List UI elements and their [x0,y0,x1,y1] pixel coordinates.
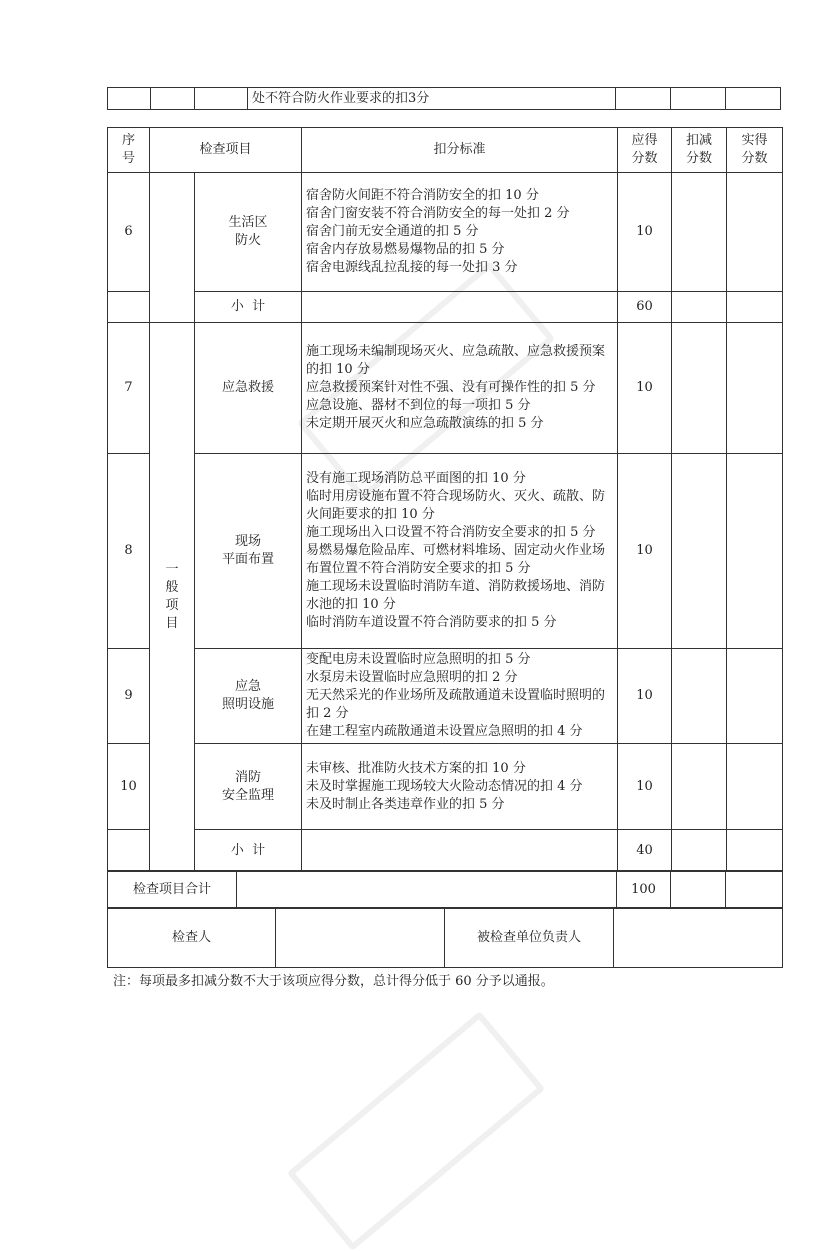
continuation-table [107,87,781,110]
row-item [195,173,302,292]
blank-cell [302,292,618,323]
criteria-line: 易燃易爆危险品库、可燃材料堆场、固定动火作业场布置位置不符合消防安全要求的扣 5 分 [306,543,606,576]
row-score: 10 [618,649,672,744]
actual-cell [727,323,783,454]
actual-cell [727,292,783,323]
row-item [195,454,302,649]
row-item-line: 平面布置 [222,552,275,567]
header-row [108,128,783,173]
criteria-line: 宿舍内存放易燃易爆物品的扣 5 分 [306,242,505,257]
row-seq: 8 [108,454,150,649]
criteria-line: 未及时制止各类违章作业的扣 5 分 [306,796,505,812]
header-seq [108,128,150,173]
header-deducted [672,128,727,173]
continuation-cell [151,88,195,110]
table-row [108,454,783,649]
subtotal-row [108,292,783,323]
header-actual-line: 实得 [741,133,768,148]
footnote: 注：每项最多扣减分数不大于该项应得分数，总计得分低于 60 分予以通报。 [113,974,554,989]
continuation-criteria: 处不符合防火作业要求的扣3分 [248,88,616,110]
criteria-line: 变配电房未设置临时应急照明的扣 5 分 [306,652,531,667]
criteria-line: 施工现场未设置临时消防车道、消防救援场地、消防水池的扣 10 分 [306,579,606,612]
blank-cell [108,830,150,872]
header-item: 检查项目 [150,128,302,173]
criteria-line: 水泵房未设置临时应急照明的扣 2 分 [306,670,518,685]
subtotal-row [108,830,783,872]
criteria-line: 宿舍电源线乱拉乱接的每一处扣 3 分 [306,260,518,275]
actual-cell [727,830,783,872]
row-item-line: 安全监理 [222,787,275,803]
group-char: 项 [165,598,179,613]
criteria-line: 未及时掌握施工现场较大火险动态情况的扣 4 分 [306,778,583,794]
row-item [195,649,302,744]
deducted-cell [672,744,727,830]
continuation-cell [108,88,151,110]
header-due-line: 分数 [631,151,658,166]
row-item-line: 消防 [235,769,262,785]
subtotal-label: 小 计 [195,830,302,872]
criteria-line: 宿舍门前无安全通道的扣 5 分 [306,224,479,239]
criteria-line: 临时用房设施布置不符合现场防火、灭火、疏散、防火间距要求的扣 10 分 [306,489,606,522]
table-row [108,173,783,292]
responsible-label: 被检查单位负责人 [445,908,614,968]
continuation-cell [726,88,781,110]
actual-cell [727,173,783,292]
blank-cell [237,871,617,909]
total-label: 检查项目合计 [108,871,237,909]
table-row [108,649,783,744]
continuation-cell [616,88,671,110]
criteria-line: 临时消防车道设置不符合消防要求的扣 5 分 [306,615,557,630]
row-item-line: 防火 [235,233,262,248]
header-seq-line: 号 [121,151,135,166]
table-row [108,744,783,830]
blank-cell [302,830,618,872]
criteria-line: 未审核、批准防火技术方案的扣 10 分 [306,760,526,776]
row-score: 10 [618,323,672,454]
deducted-cell [672,830,727,872]
group-char: 目 [165,616,179,631]
deducted-cell [672,454,727,649]
actual-cell [727,744,783,830]
criteria-line: 施工现场未编制现场灭火、应急疏散、应急救援预案的扣 10 分 [306,344,606,377]
row-seq: 6 [108,173,150,292]
signature-table [107,907,783,968]
row-item-line: 生活区 [228,215,268,230]
general-group-label [150,323,195,872]
row-item [195,744,302,830]
row-score: 10 [618,454,672,649]
row-score: 10 [618,744,672,830]
subtotal-label: 小 计 [195,292,302,323]
group-char: 般 [165,580,179,595]
header-due-line: 应得 [631,133,658,148]
watermark [287,1011,546,1251]
inspector-label: 检查人 [108,908,276,968]
total-table [107,870,783,909]
criteria-line: 应急设施、器材不到位的每一项扣 5 分 [306,398,531,413]
header-criteria: 扣分标准 [302,128,618,173]
header-actual-line: 分数 [741,151,768,166]
criteria-line: 施工现场出入口设置不符合消防安全要求的扣 5 分 [306,525,596,540]
header-seq-line: 序 [121,133,135,148]
actual-cell [726,871,783,909]
subtotal-value: 40 [618,830,672,872]
blank-cell [108,292,150,323]
criteria-line: 在建工程室内疏散通道未设置应急照明的扣 4 分 [306,724,583,739]
group-cell [150,173,195,323]
row-criteria [302,454,618,649]
row-item-line: 照明设施 [222,697,275,712]
row-criteria [302,173,618,292]
criteria-line: 没有施工现场消防总平面图的扣 10 分 [306,471,526,486]
row-seq: 7 [108,323,150,454]
responsible-signature-field[interactable] [614,908,783,968]
group-char: 一 [165,562,179,577]
row-criteria [302,649,618,744]
criteria-line: 无天然采光的作业场所及疏散通道未设置临时照明的扣 2 分 [306,688,606,721]
row-score: 10 [618,173,672,292]
deducted-cell [672,173,727,292]
subtotal-value: 60 [618,292,672,323]
row-item-line: 现场 [235,534,262,549]
row-item-line: 应急救援 [222,380,275,395]
deducted-cell [672,649,727,744]
row-seq: 10 [108,744,150,830]
actual-cell [727,454,783,649]
header-deducted-line: 分数 [686,151,713,166]
deducted-cell [672,292,727,323]
inspector-signature-field[interactable] [276,908,445,968]
table-row [108,323,783,454]
row-item-line: 应急 [235,679,262,694]
row-criteria [302,744,618,830]
actual-cell [727,649,783,744]
header-due [618,128,672,173]
continuation-cell [195,88,248,110]
continuation-cell [671,88,726,110]
row-seq: 9 [108,649,150,744]
criteria-line: 宿舍门窗安装不符合消防安全的每一处扣 2 分 [306,206,570,221]
criteria-line: 应急救援预案针对性不强、没有可操作性的扣 5 分 [306,380,596,395]
deducted-cell [672,323,727,454]
header-actual [727,128,783,173]
total-value: 100 [617,871,671,909]
header-deducted-line: 扣减 [686,133,713,148]
row-criteria [302,323,618,454]
criteria-line: 宿舍防火间距不符合消防安全的扣 10 分 [306,188,539,203]
row-item [195,323,302,454]
criteria-line: 未定期开展灭火和应急疏散演练的扣 5 分 [306,416,544,431]
inspection-table [107,127,783,872]
deducted-cell [671,871,726,909]
